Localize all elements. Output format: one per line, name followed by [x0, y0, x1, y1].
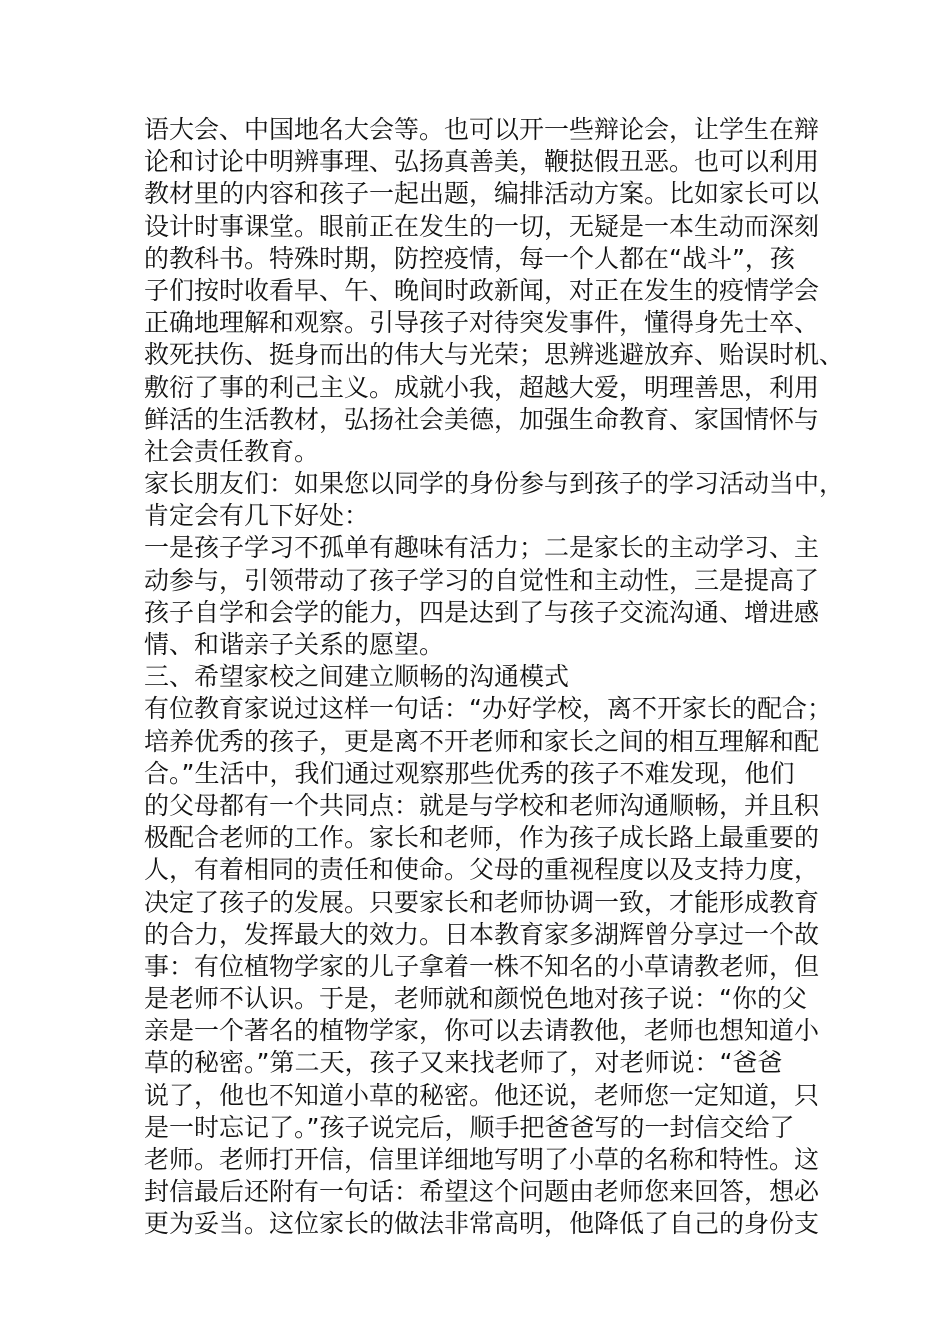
text-line: 设计时事课堂。眼前正在发生的一切，无疑是一本生动而深刻 — [144, 211, 820, 241]
text-line: 是一时忘记了。”孩子说完后，顺手把爸爸写的一封信交给了 — [144, 1112, 795, 1142]
section-heading: 三、希望家校之间建立顺畅的沟通模式 — [144, 662, 570, 692]
text-line: 人，有着相同的责任和使命。父母的重视程度以及支持力度， — [144, 855, 820, 885]
text-line: 情、和谐亲子关系的愿望。 — [144, 630, 445, 659]
text-line: 老师。老师打开信，信里详细地写明了小草的名称和特性。这 — [144, 1145, 820, 1174]
text-line: 一是孩子学习不孤单有趣味有活力；二是家长的主动学习、主 — [144, 533, 820, 563]
text-line: 草的秘密。”第二天，孩子又来找老师了，对老师说：“爸爸 — [144, 1048, 783, 1078]
text-line: 动参与，引领带动了孩子学习的自觉性和主动性，三是提高了 — [144, 565, 820, 595]
text-line: 是老师不认识。于是，老师就和颜悦色地对孩子说：“你的父 — [144, 984, 807, 1014]
text-line: 救死扶伤、挺身而出的伟大与光荣；思辨逃避放弃、贻误时机、 — [144, 340, 845, 370]
text-line: 合。”生活中，我们通过观察那些优秀的孩子不难发现，他们 — [144, 758, 795, 788]
text-line: 家长朋友们：如果您以同学的身份参与到孩子的学习活动当中， — [144, 469, 845, 499]
text-line: 培养优秀的孩子，更是离不开老师和家长之间的相互理解和配 — [144, 726, 820, 756]
text-line: 说了，他也不知道小草的秘密。他还说，老师您一定知道，只 — [144, 1080, 820, 1110]
text-line: 鲜活的生活教材，弘扬社会美德，加强生命教育、家国情怀与 — [144, 404, 820, 434]
text-line: 事：有位植物学家的儿子拿着一株不知名的小草请教老师，但 — [144, 951, 820, 981]
text-line: 封信最后还附有一句话：希望这个问题由老师您来回答，想必 — [144, 1177, 820, 1207]
text-line: 的合力，发挥最大的效力。日本教育家多湖辉曾分享过一个故 — [144, 919, 820, 949]
text-line: 子们按时收看早、午、晚间时政新闻，对正在发生的疫情学会 — [144, 275, 820, 305]
text-line: 论和讨论中明辨事理、弘扬真善美，鞭挞假丑恶。也可以利用 — [144, 147, 820, 177]
text-line: 的教科书。特殊时期，防控疫情，每一个人都在“战斗”，孩 — [144, 243, 795, 273]
body-text — [144, 114, 845, 1241]
text-line: 肯定会有几下好处： — [144, 501, 370, 531]
text-line: 的父母都有一个共同点：就是与学校和老师沟通顺畅，并且积 — [144, 790, 820, 820]
text-line: 决定了孩子的发展。只要家长和老师协调一致，才能形成教育 — [144, 887, 820, 917]
text-line: 敷衍了事的利己主义。成就小我，超越大爱，明理善思，利用 — [144, 372, 820, 402]
text-line: 教材里的内容和孩子一起出题，编排活动方案。比如家长可以 — [144, 179, 820, 209]
text-line: 更为妥当。这位家长的做法非常高明，他降低了自己的身份支 — [144, 1209, 820, 1239]
text-line: 孩子自学和会学的能力，四是达到了与孩子交流沟通、增进感 — [144, 597, 820, 627]
text-line: 亲是一个著名的植物学家，你可以去请教他，老师也想知道小 — [144, 1016, 820, 1046]
text-line: 社会责任教育。 — [144, 436, 320, 466]
text-line: 正确地理解和观察。引导孩子对待突发事件，懂得身先士卒、 — [144, 308, 820, 338]
text-line: 极配合老师的工作。家长和老师，作为孩子成长路上最重要的 — [144, 823, 820, 853]
text-line: 有位教育家说过这样一句话：“办好学校，离不开家长的配合； — [144, 694, 832, 724]
text-line: 语大会、中国地名大会等。也可以开一些辩论会，让学生在辩 — [144, 115, 820, 144]
